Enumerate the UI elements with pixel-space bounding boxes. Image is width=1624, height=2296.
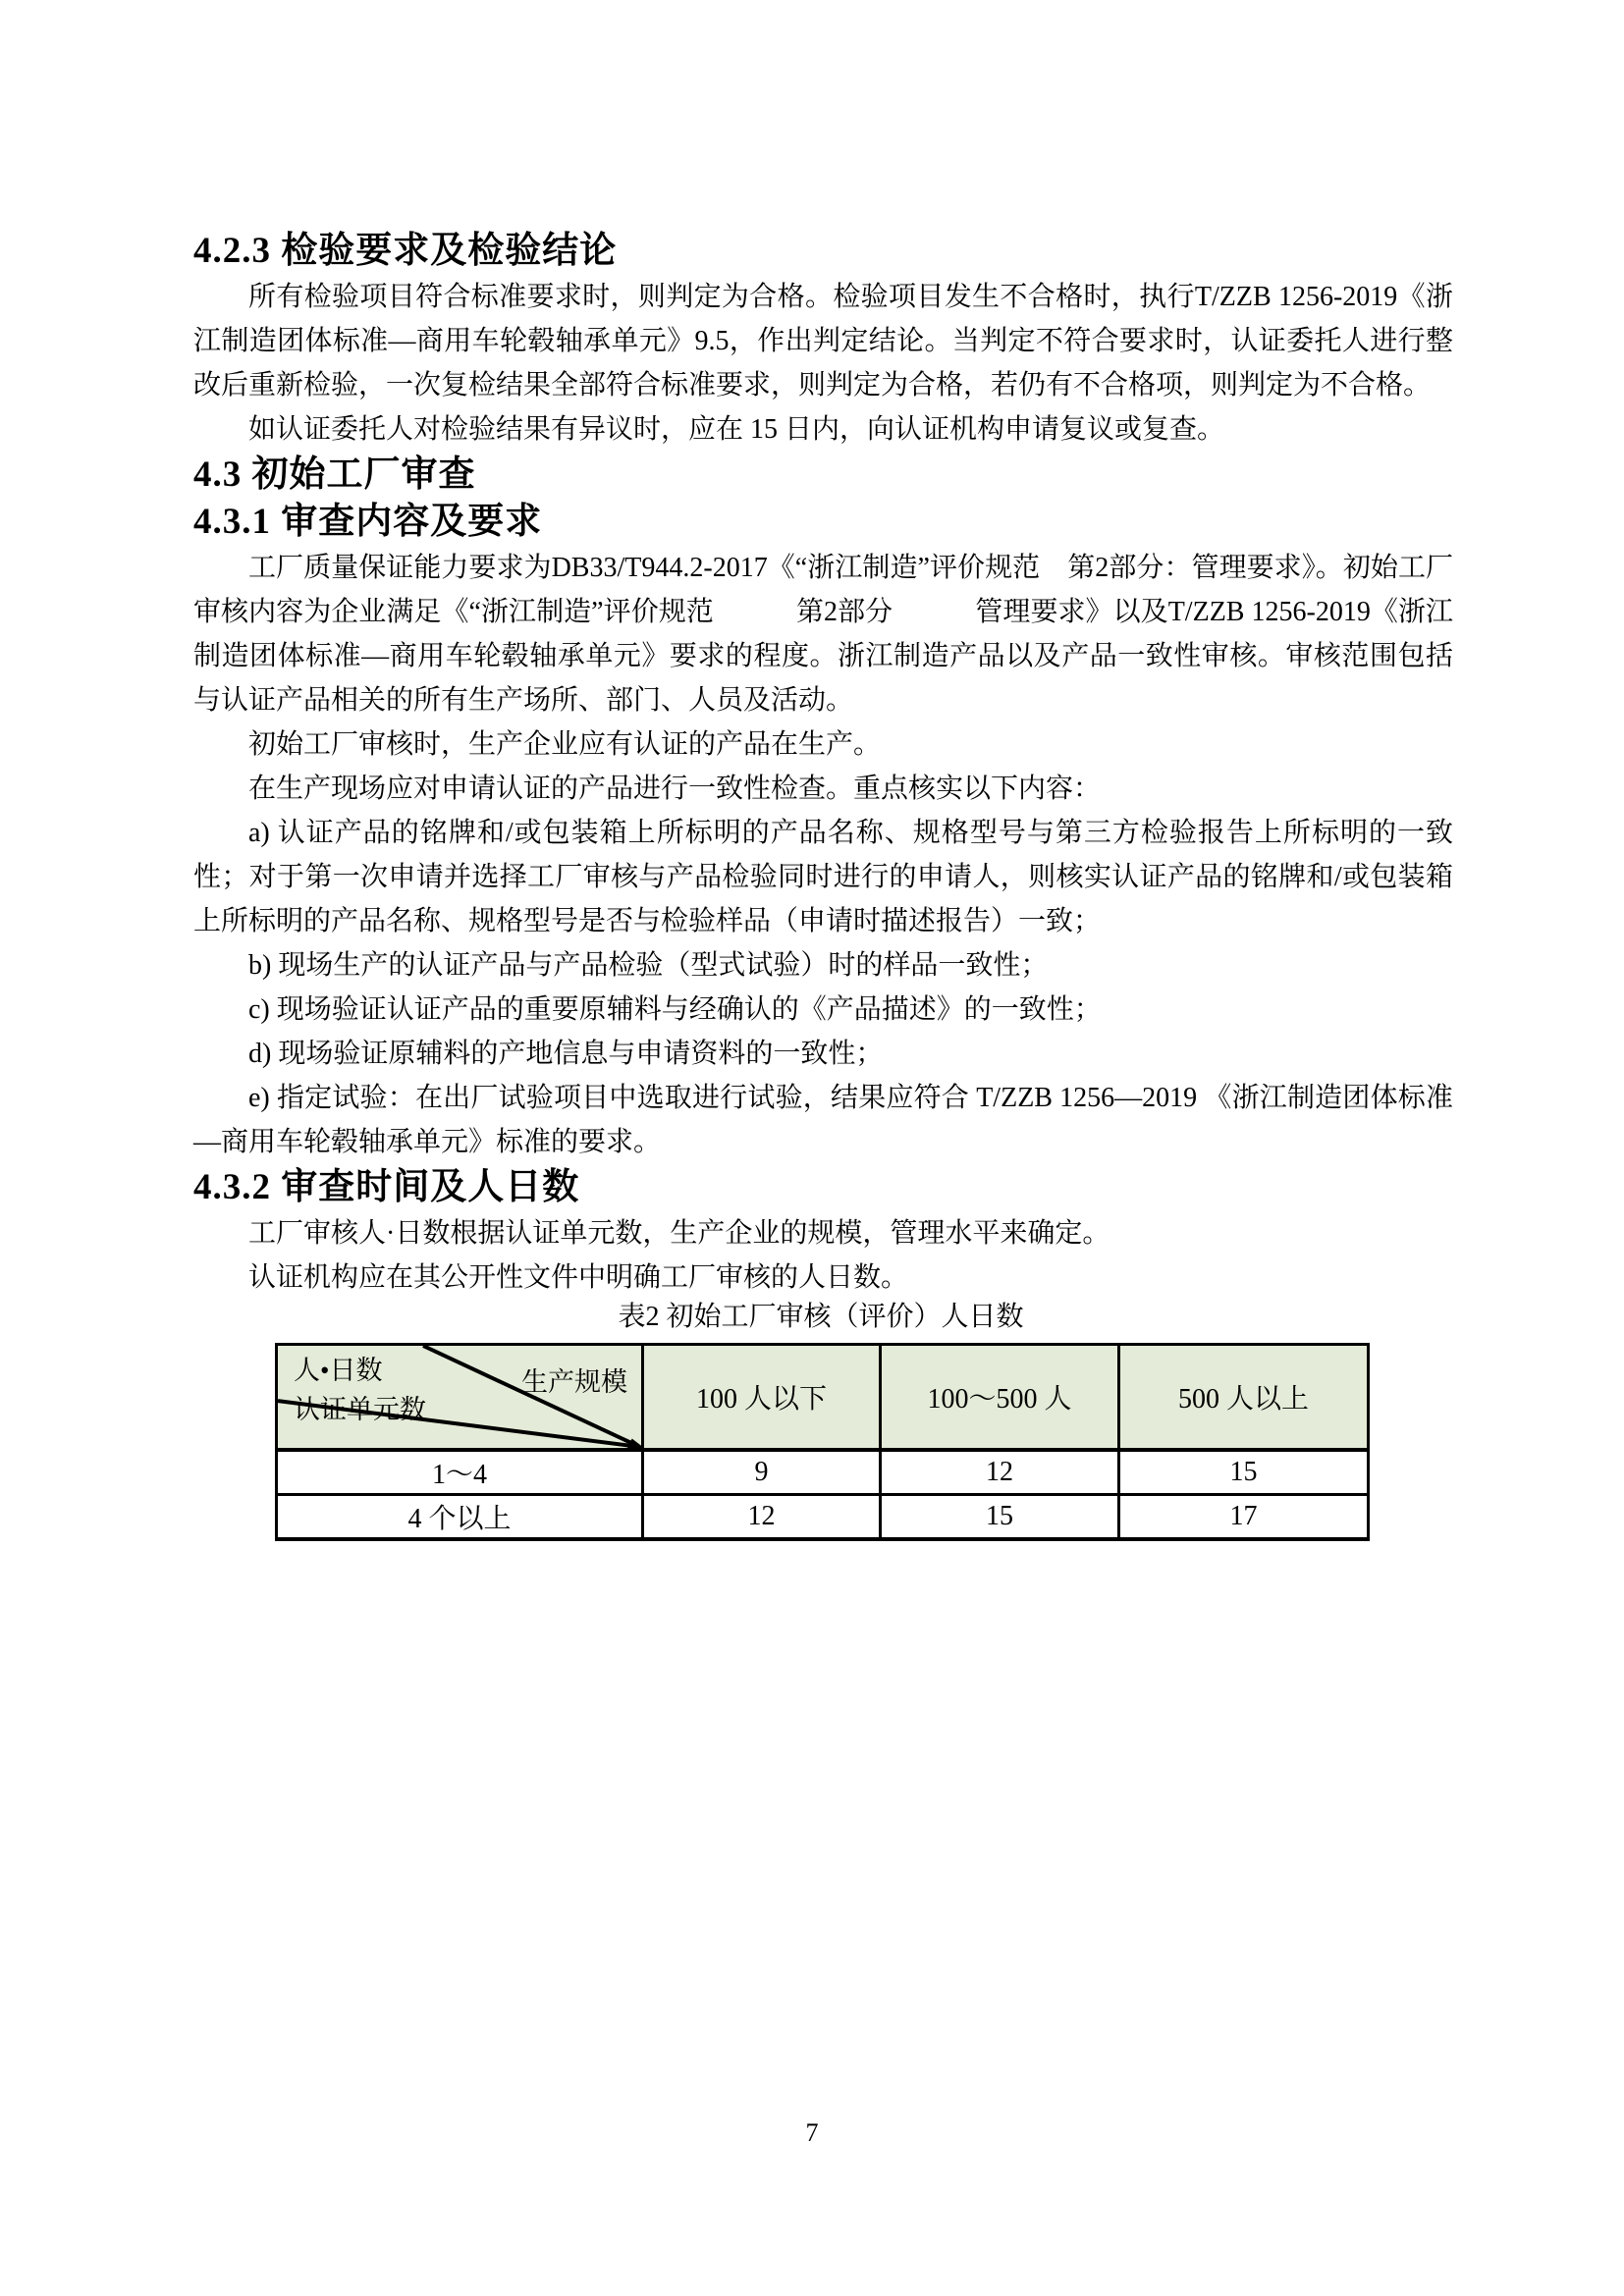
audit-man-days-table <box>275 1343 1370 1541</box>
paragraph-objection: 如认证委托人对检验结果有异议时，应在 15 日内，向认证机构申请复议或复查。 <box>248 414 1225 445</box>
table-header-cell: 500 人以上 <box>1119 1345 1369 1451</box>
paragraph-public-docs: 认证机构应在其公开性文件中明确工厂审核的人日数。 <box>248 1262 909 1293</box>
heading-4-3: 4.3 初始工厂审查 <box>193 454 476 495</box>
table-cell: 15 <box>1119 1450 1369 1495</box>
section-4-3 <box>193 452 1453 499</box>
section-4-2-3 <box>193 228 1453 452</box>
list-item-e: e) 指定试验：在出厂试验项目中选取进行试验，结果应符合 T/ZZB 1256—2019 《浙江制造团体标准—商用车轮毂轴承单元》标准的要求。 <box>193 1083 1453 1157</box>
diagonal-header-cell <box>277 1345 643 1451</box>
table-cell: 9 <box>643 1450 881 1495</box>
table-caption: 表2 初始工厂审核（评价）人日数 <box>618 1302 1024 1332</box>
table-row <box>277 1495 1369 1540</box>
paragraph-initial-audit: 初始工厂审核时，生产企业应有认证的产品在生产。 <box>248 729 882 760</box>
paragraph-consistency-check: 在生产现场应对申请认证的产品进行一致性检查。重点核实以下内容： <box>248 774 1102 804</box>
heading-4-2-3: 4.2.3 检验要求及检验结论 <box>193 231 618 271</box>
section-4-3-2 <box>193 1164 1453 1300</box>
paragraph-man-days: 工厂审核人·日数根据认证单元数，生产企业的规模，管理水平来确定。 <box>248 1218 1110 1249</box>
corner-label-production-scale: 生产规模 <box>521 1367 627 1397</box>
page-number: 7 <box>805 2118 819 2147</box>
corner-label-man-days: 人•日数 <box>294 1356 383 1385</box>
table-cell: 12 <box>881 1450 1119 1495</box>
corner-label-cert-units: 认证单元数 <box>294 1395 426 1424</box>
section-4-3-1 <box>193 499 1453 1164</box>
table-cell: 12 <box>643 1495 881 1540</box>
paragraph-inspection-conclusion: 所有检验项目符合标准要求时，则判定为合格。检验项目发生不合格时，执行T/ZZB 1256-2019《浙江制造团体标准—商用车轮毂轴承单元》9.5，作出判定结论。当判定不符合要求时，认证委托人进行整改后重新检验，一次复检结果全部符合标准要求，则判定为合格，若仍有不合格项，则判定为不合格。 <box>193 282 1453 400</box>
list-item-c: c) 现场验证认证产品的重要原辅料与经确认的《产品描述》的一致性； <box>248 994 1102 1025</box>
heading-4-3-2: 4.3.2 审查时间及人日数 <box>193 1167 580 1207</box>
table-header-row <box>277 1345 1369 1451</box>
table-row <box>277 1450 1369 1495</box>
list-item-a: a) 认证产品的铭牌和/或包装箱上所标明的产品名称、规格型号与第三方检验报告上所标明的一致性；对于第一次申请并选择工厂审核与产品检验同时进行的申请人，则核实认证产品的铭牌和/或包装箱上所标明的产品名称、规格型号是否与检验样品（申请时描述报告）一致； <box>193 818 1453 936</box>
heading-4-3-1: 4.3.1 审查内容及要求 <box>193 502 543 542</box>
table-header-cell: 100～500 人 <box>881 1345 1119 1451</box>
table-header-cell: 100 人以下 <box>643 1345 881 1451</box>
row-label-cell: 1～4 <box>277 1450 643 1495</box>
paragraph-factory-quality: 工厂质量保证能力要求为DB33/T944.2-2017《“浙江制造”评价规范 第2部分：管理要求》。初始工厂审核内容为企业满足《“浙江制造”评价规范 第2部分 管理要求》以及T/ZZB 1256-2019《浙江制造团体标准—商用车轮毂轴承单元》要求的程度。浙江制造产品以及产品一致性审核。审核范围包括与认证产品相关的所有生产场所、部门、人员及活动。 <box>193 553 1453 716</box>
table-cell: 17 <box>1119 1495 1369 1540</box>
list-item-b: b) 现场生产的认证产品与产品检验（型式试验）时的样品一致性； <box>248 950 1049 981</box>
row-label-cell: 4 个以上 <box>277 1495 643 1540</box>
list-item-d: d) 现场验证原辅料的产地信息与申请资料的一致性； <box>248 1039 884 1069</box>
table-cell: 15 <box>881 1495 1119 1540</box>
